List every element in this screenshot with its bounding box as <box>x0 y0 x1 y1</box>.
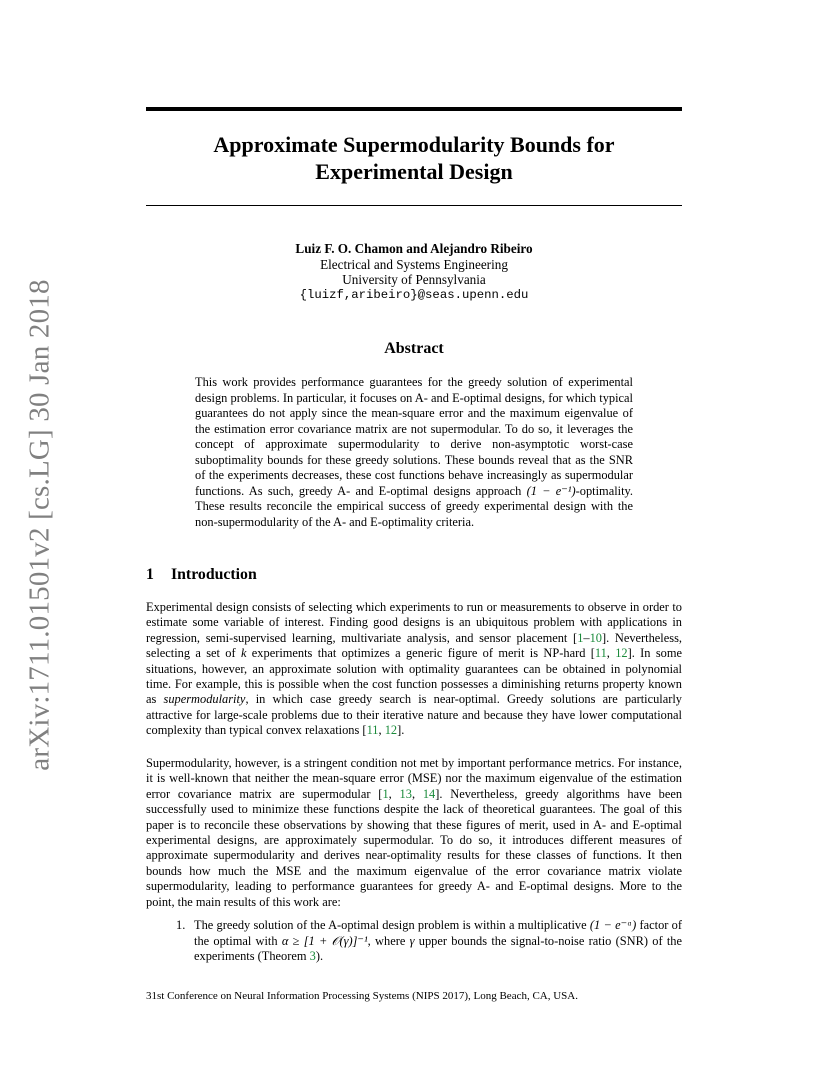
abstract-text <box>195 375 633 530</box>
citation-link[interactable]: 10 <box>589 630 602 645</box>
author-email: {luizf,aribeiro}@seas.upenn.edu <box>299 287 529 302</box>
paragraph-text: ]. Nevertheless, selecting a set of <box>146 630 682 661</box>
paragraph-text: ]. Nevertheless, greedy algorithms have been successfully used to minimize these functions despite the lack of theoretical guarantees. The goal of this paper is to reconcile these observations by showing that these figures of merit, used in A- and E-optimal experimental designs, are approximately supermodular. To do so, it introduces different measures of approximate supermodularity and derives near-optimality results for these classes of functions. It then bounds how much the MSE and the maximum eigenvalue of the error covariance matrix violate supermodularity, leading to performance guarantees for greedy A- and E-optimal designs. More to the point, the main results of this work are: <box>146 786 683 909</box>
affiliation-university: University of Pennsylvania <box>342 272 486 287</box>
paragraph-text: ]. <box>397 723 405 738</box>
list-text: The greedy solution of the A-optimal design problem is within a multiplicative <box>194 918 590 932</box>
list-text: factor of the optimal with <box>194 918 683 948</box>
author-block <box>146 241 682 303</box>
conference-footnote: 31st Conference on Neural Information Processing Systems (NIPS 2017), Long Beach, CA, USA. <box>146 990 578 1002</box>
citation-link[interactable]: 14 <box>422 786 436 801</box>
title-top-rule <box>146 107 682 111</box>
abstract-math: (1 − e⁻¹) <box>526 483 576 498</box>
section-title: Introduction <box>171 566 257 583</box>
list-item <box>176 918 682 965</box>
math-expression: (1 − e⁻ᵅ) <box>589 918 637 932</box>
paragraph-text: ]. In some situations, however, an approximate solution with optimality guarantees can be obtained in polynomial time. For example, this is possible when the cost function possesses a diminishing returns property known as <box>146 646 682 707</box>
list-text: ). <box>315 949 324 963</box>
paragraph-text: experiments that optimizes a generic figure of merit is NP-hard [ <box>246 646 595 661</box>
intro-paragraph-2 <box>146 756 682 910</box>
section-heading-introduction <box>146 566 257 584</box>
list-text: , where <box>367 933 410 948</box>
paragraph-text: , <box>378 723 385 738</box>
paragraph-text: – <box>583 630 590 645</box>
paragraph-text: , in which case greedy search is near-optimal. Greedy solutions are particularly attractive for large-scale problems due to their iterative nature and because they have lower computational complexity than typical convex relaxations [ <box>146 692 682 738</box>
intro-paragraph-1 <box>146 600 682 739</box>
paragraph-text: , <box>606 646 616 661</box>
title-line-1: Approximate Supermodularity Bounds for <box>213 132 615 157</box>
citation-link[interactable]: 11 <box>594 646 607 661</box>
section-number: 1 <box>146 566 154 583</box>
affiliation-department: Electrical and Systems Engineering <box>320 256 508 272</box>
citation-link[interactable]: 12 <box>615 646 628 661</box>
paragraph-text: , <box>411 786 423 801</box>
author-names: Luiz F. O. Chamon and Alejandro Ribeiro <box>295 241 533 256</box>
citation-link[interactable]: 1 <box>577 630 584 645</box>
title-line-2: Experimental Design <box>315 159 513 184</box>
paragraph-text: , <box>388 786 400 801</box>
abstract-text-part: This work provides performance guarantees for the greedy solution of experimental design problems. In particular, it focuses on A- and E-optimal designs, for which typical guarantees do not apply since the mean-square error and the maximum eigenvalue of the estimation error covariance matrix are not supermodular. To do so, it leverages the concept of approximate supermodularity to derive non-asymptotic worst-case suboptimality bounds for these greedy solutions. These bounds reveal that as the SNR of the experiments decreases, these cost functions behave increasingly as supermodular functions. As such, greedy A- and E-optimal designs approach <box>195 375 633 498</box>
list-marker: 1. <box>176 918 186 932</box>
main-results-list <box>176 918 682 965</box>
list-text: upper bounds the signal-to-noise ratio (SNR) of the experiments (Theorem <box>194 933 683 963</box>
math-variable: k <box>240 646 247 661</box>
paper-title <box>146 131 682 185</box>
citation-link[interactable]: 12 <box>384 723 398 738</box>
emphasized-term: supermodularity <box>163 692 246 707</box>
abstract-text-part: -optimality. These results reconcile the empirical success of greedy experimental design with the non-supermodularity of the A- and E-optimality criteria. <box>195 483 634 529</box>
math-expression: α ≥ [1 + 𝒪(γ)]⁻¹ <box>281 933 368 948</box>
theorem-reference-link[interactable]: 3 <box>309 949 316 963</box>
citation-link[interactable]: 11 <box>366 723 379 738</box>
math-variable: γ <box>409 933 415 948</box>
arxiv-identifier-stamp: arXiv:1711.01501v2 [cs.LG] 30 Jan 2018 <box>23 279 56 771</box>
citation-link[interactable]: 13 <box>399 786 412 801</box>
citation-link[interactable]: 1 <box>382 786 389 801</box>
paragraph-text: Experimental design consists of selecting which experiments to run or measurements to observe in order to estimate some variable of interest. Finding good designs is an ubiquitous problem with applications in regression, semi-supervised learning, multivariate analysis, and sensor placement [ <box>146 600 682 645</box>
title-bottom-rule <box>146 205 682 206</box>
abstract-heading: Abstract <box>384 340 444 357</box>
paragraph-text: Supermodularity, however, is a stringent condition not met by important performance metrics. For instance, it is well-known that neither the mean-square error (MSE) nor the maximum eigenvalue of the estimation error covariance matrix are supermodular [ <box>146 756 682 801</box>
